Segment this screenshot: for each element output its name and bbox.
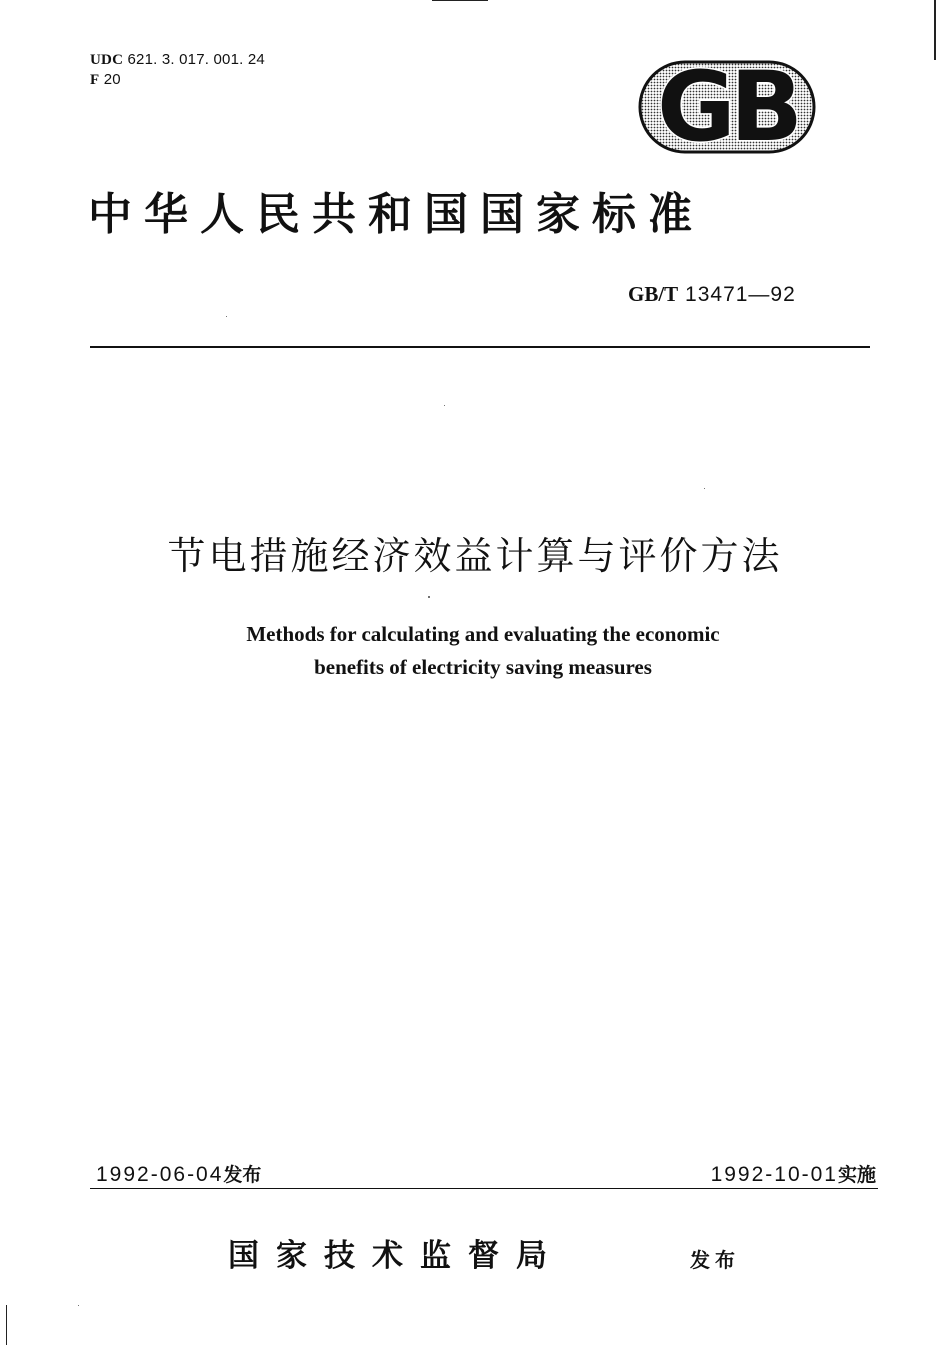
udc-block <box>90 50 265 90</box>
udc-value: 621. 3. 017. 001. 24 <box>127 51 265 68</box>
publish-word: 发布 <box>690 1248 740 1272</box>
document-title-cn: 节电措施经济效益计算与评价方法 <box>167 534 783 578</box>
scan-speck <box>444 405 445 406</box>
scan-top-mark <box>432 0 488 1</box>
document-title-en-line-2: benefits of electricity saving measures <box>314 655 652 679</box>
scan-speck <box>78 1305 79 1306</box>
national-standard-title: 中华人民共和国国家标准 <box>88 189 704 240</box>
implement-date-value: 1992-10-01 <box>710 1163 838 1186</box>
scan-speck <box>704 488 705 489</box>
document-title-en <box>0 618 950 684</box>
scan-speck <box>226 316 227 317</box>
gb-logo <box>638 60 816 154</box>
classification-line <box>90 70 265 90</box>
implement-date <box>711 1160 876 1187</box>
standard-code-prefix: GB/T <box>628 282 679 306</box>
document-title-en-line-1: Methods for calculating and evaluating the economic <box>246 622 720 646</box>
issue-date <box>96 1160 261 1187</box>
bottom-divider <box>90 1188 878 1189</box>
classification-value: 20 <box>103 71 121 88</box>
scan-speck <box>428 596 430 598</box>
classification-label: F <box>90 72 100 88</box>
udc-label: UDC <box>90 52 124 68</box>
standard-code-number: 13471—92 <box>685 283 796 306</box>
standard-code <box>628 282 796 307</box>
issue-date-value: 1992-06-04 <box>96 1163 224 1186</box>
scan-left-edge <box>6 1305 7 1345</box>
implement-date-word: 实施 <box>837 1164 876 1186</box>
issue-date-word: 发布 <box>223 1164 262 1186</box>
scan-right-edge <box>934 0 936 60</box>
gb-logo-text: GB <box>657 60 797 154</box>
publisher-name: 国家技术监督局 <box>228 1238 564 1274</box>
top-divider <box>90 346 870 348</box>
udc-line <box>90 50 265 70</box>
